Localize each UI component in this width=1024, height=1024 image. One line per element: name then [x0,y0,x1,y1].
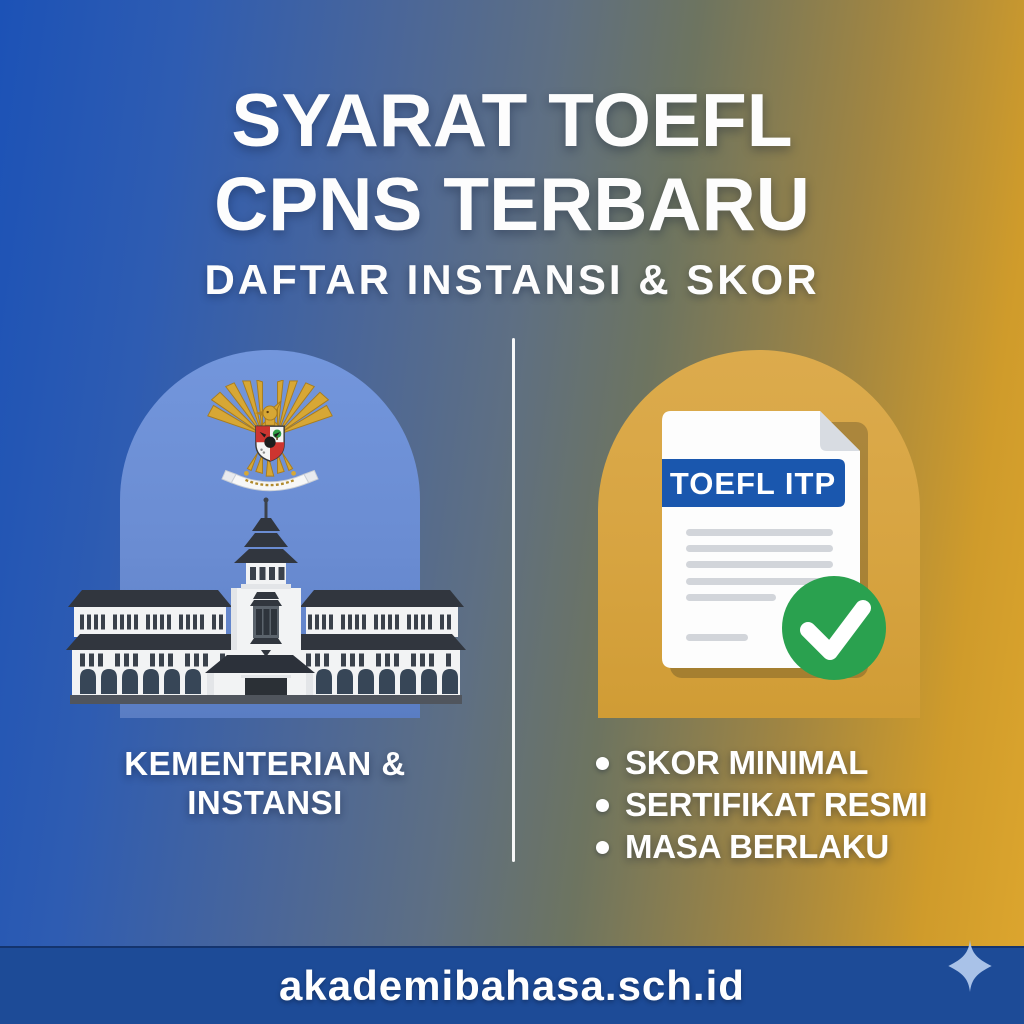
garuda-pancasila-icon [204,380,336,495]
bullet-item [596,826,927,868]
panel-divider [512,338,515,862]
bullet-label: MASA BERLAKU [625,828,890,865]
bullet-dot-icon [596,841,609,854]
pancasila-shield [256,426,284,461]
bullet-label: SKOR MINIMAL [625,744,869,781]
header [0,78,1024,304]
bullet-dot-icon [596,757,609,770]
left-panel-label-line1: KEMENTERIAN & [124,745,406,782]
checkmark-icon [782,576,886,680]
website-text: akademibahasa.sch.id [279,962,745,1009]
left-panel-label-line2: INSTANSI [187,784,343,821]
document-banner-label: TOEFL ITP [669,466,837,501]
bullet-dot-icon [596,799,609,812]
page-subtitle: DAFTAR INSTANSI & SKOR [204,256,820,303]
bullet-label: SERTIFIKAT RESMI [625,786,928,823]
left-panel-label [60,744,470,822]
bullet-list [596,742,927,868]
bullet-item [596,742,927,784]
sparkle-icon [948,940,992,992]
bullet-item [596,784,927,826]
page-title-line1: SYARAT TOEFL [231,78,793,162]
document-banner [662,459,845,507]
government-building-icon [66,497,466,707]
toefl-certificate-icon [650,402,912,694]
page-title-line2: CPNS TERBARU [214,162,810,246]
footer-bar [0,946,1024,1024]
